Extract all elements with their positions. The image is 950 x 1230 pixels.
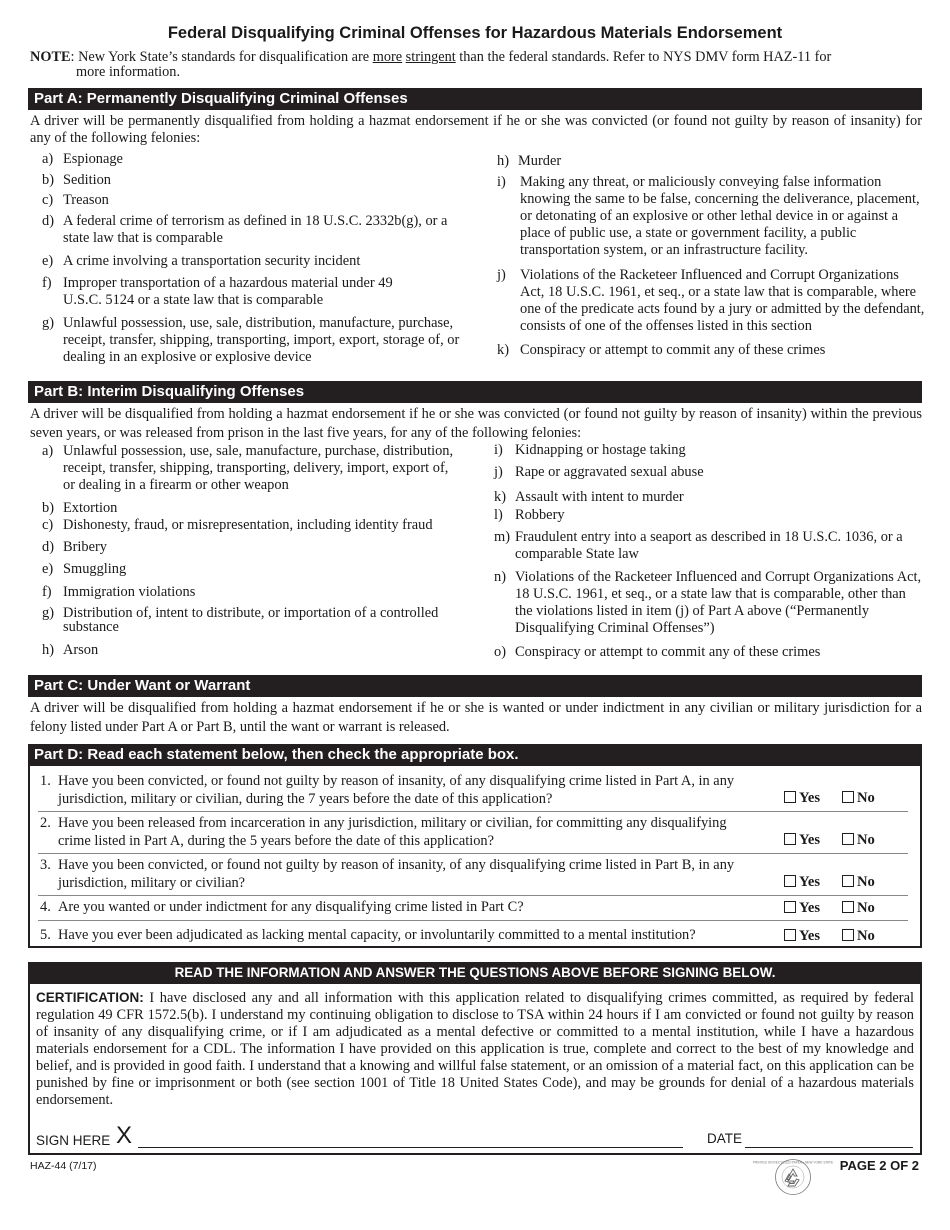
list-item: g) Unlawful possession, use, sale, distribution, manufacture, purchase, receipt, transfer, shipping, transporting, import, export, storage of, or dealing in an explosive or explosive device (42, 315, 460, 365)
sign-x-mark: X (116, 1122, 133, 1149)
divider (38, 895, 908, 896)
q5-yes-checkbox[interactable]: Yes (784, 928, 820, 945)
note-label: NOTE (30, 49, 71, 65)
note: NOTE: New York State’s standards for disqualification are more stringent than the federal standards. Refer to NYS DMV form HAZ-11 for more information. (30, 50, 920, 80)
q1-no-checkbox[interactable]: No (842, 790, 875, 807)
list-item: j) Violations of the Racketeer Influenced and Corrupt Organizations Act, 18 U.S.C. 1961, et seq., or a state law that is comparable, where one of the predicate acts found by a jury or admitted by the defendant, consists of one of the offenses listed in this section (497, 267, 925, 334)
list-item: o) Conspiracy or attempt to commit any of these crimes (494, 644, 821, 660)
list-item: h) Arson (42, 642, 99, 658)
list-item: d) A federal crime of terrorism as defined in 18 U.S.C. 2332b(g), or a state law that is comparable (42, 213, 448, 246)
part-c-heading: Part C: Under Want or Warrant (28, 675, 922, 697)
divider (38, 853, 908, 854)
note-line-2: more information. (76, 64, 181, 80)
list-item: g) Distribution of, intent to distribute, or importation of a controlled substance (42, 605, 439, 635)
list-item: k) Conspiracy or attempt to commit any of these crimes (497, 342, 826, 358)
list-item: e) A crime involving a transportation security incident (42, 253, 361, 269)
question-5: 5. Have you ever been adjudicated as lacking mental capacity, or involuntarily committed to a mental institution? (40, 927, 696, 943)
question-3: 3. Have you been convicted, or found not guilty by reason of insanity, of any disqualifying crime listed in Part B, in any jurisdiction, military or civilian? (40, 857, 735, 891)
list-item: m) Fraudulent entry into a seaport as described in 18 U.S.C. 1036, or a comparable State law (494, 529, 903, 562)
divider (38, 920, 908, 921)
question-4: 4. Are you wanted or under indictment for any disqualifying crime listed in Part C? (40, 899, 524, 915)
date-field[interactable] (745, 1147, 913, 1148)
recycle-seal-icon (752, 1158, 834, 1196)
signature-field[interactable] (138, 1147, 683, 1148)
list-item: a) Espionage (42, 151, 123, 167)
list-item: l) Robbery (494, 507, 565, 523)
page-title: Federal Disqualifying Criminal Offenses for Hazardous Materials Endorsement (167, 24, 783, 42)
page-number: PAGE 2 OF 2 (839, 1158, 919, 1173)
list-item: j) Rape or aggravated sexual abuse (494, 464, 704, 480)
question-2: 2. Have you been released from incarceration in any jurisdiction, military or civilian, for committing any disqualifying crime listed in Part A, during the 5 years before the date of this application? (40, 815, 727, 849)
form-id: HAZ-44 (7/17) (30, 1160, 97, 1172)
list-item: f) Immigration violations (42, 584, 196, 600)
list-item: k) Assault with intent to murder (494, 489, 684, 505)
q4-no-checkbox[interactable]: No (842, 900, 875, 917)
q3-no-checkbox[interactable]: No (842, 874, 875, 891)
list-item: h) Murder (497, 153, 562, 169)
list-item: n) Violations of the Racketeer Influenced and Corrupt Organizations Act, 18 U.S.C. 1961, et seq., or a state law that is comparable, other than the violations listed in item (j) of Part A above (“Permanently Disqualifying Criminal Offenses”) (494, 569, 922, 636)
list-item: c) Treason (42, 192, 109, 208)
divider (38, 811, 908, 812)
certification-header: READ THE INFORMATION AND ANSWER THE QUESTIONS ABOVE BEFORE SIGNING BELOW. (28, 962, 922, 984)
svg-text:PRINTED ON RECYCLED PAPER • NE: PRINTED ON RECYCLED PAPER • NEW YORK STATE (752, 1160, 834, 1165)
part-b-intro: A driver will be disqualified from holding a hazmat endorsement if he or she was convicted (or found not guilty by reason of insanity) within the previous seven years, or was released from prison in the last five years, for any of the following felonies: (30, 406, 922, 441)
list-item: f) Improper transportation of a hazardous material under 49 U.S.C. 5124 or a state law that is comparable (42, 275, 393, 308)
part-d-heading: Part D: Read each statement below, then check the appropriate box. (28, 744, 922, 766)
list-item: i) Kidnapping or hostage taking (494, 442, 686, 458)
list-item: d) Bribery (42, 539, 107, 555)
q1-yes-checkbox[interactable]: Yes (784, 790, 820, 807)
sign-here-label: SIGN HERE (36, 1133, 111, 1148)
list-item: i) Making any threat, or maliciously conveying false information knowing the same to be false, concerning the deliverance, placement, or detonating of an explosive or other lethal device in or against a place of public use, a state or government facility, a public transportation system, or an infrastructure facility. (497, 174, 920, 258)
list-item: b) Sedition (42, 172, 111, 188)
q3-yes-checkbox[interactable]: Yes (784, 874, 820, 891)
question-1: 1. Have you been convicted, or found not guilty by reason of insanity, of any disqualifying crime listed in Part A, in any jurisdiction, military or civilian, during the 7 years before the date of this application? (40, 773, 735, 807)
list-item: c) Dishonesty, fraud, or misrepresentation, including identity fraud (42, 517, 433, 533)
q5-no-checkbox[interactable]: No (842, 928, 875, 945)
q2-yes-checkbox[interactable]: Yes (784, 832, 820, 849)
part-a-intro: A driver will be permanently disqualified from holding a hazmat endorsement if he or she was convicted (or found not guilty by reason of insanity) for any of the following felonies: (30, 113, 922, 146)
part-b-heading: Part B: Interim Disqualifying Offenses (28, 381, 922, 403)
list-item: b) Extortion (42, 500, 118, 516)
q4-yes-checkbox[interactable]: Yes (784, 900, 820, 917)
date-label: DATE (707, 1131, 743, 1146)
part-a-heading: Part A: Permanently Disqualifying Criminal Offenses (28, 88, 922, 110)
part-c-text: A driver will be disqualified from holding a hazmat endorsement if he or she is wanted or under indictment in any civilian or military jurisdiction for a felony listed under Part A or Part B, until the want or warrant is released. (30, 700, 922, 735)
list-item: e) Smuggling (42, 561, 127, 577)
certification-text: CERTIFICATION: I have disclosed any and all information with this application related to disqualifying crimes committed, as required by federal regulation 49 CFR 1572.5(b). I understand my continuing obligation to disclose to TSA within 24 hours if I am convicted or found not guilty by reason of insanity of any disqualifying crime, or if I am adjudicated as a mental defective or committed to a mental institution, while I have a hazardous materials endorsement for a CDL. The information I have provided on this application is true, complete and correct to the best of my knowledge and belief, and is provided in good faith. I understand that a knowing and willful false statement, or an omission of a material fact, on this application can be punished by fine or imprisonment or both (see section 1001 of Title 18 United States Code), and may be grounds for denial of a hazardous materials endorsement. (36, 990, 914, 1108)
list-item: a) Unlawful possession, use, sale, manufacture, purchase, distribution, receipt, transfer, shipping, transporting, delivery, import, export of, or dealing in a firearm or other weapon (42, 443, 454, 493)
q2-no-checkbox[interactable]: No (842, 832, 875, 849)
